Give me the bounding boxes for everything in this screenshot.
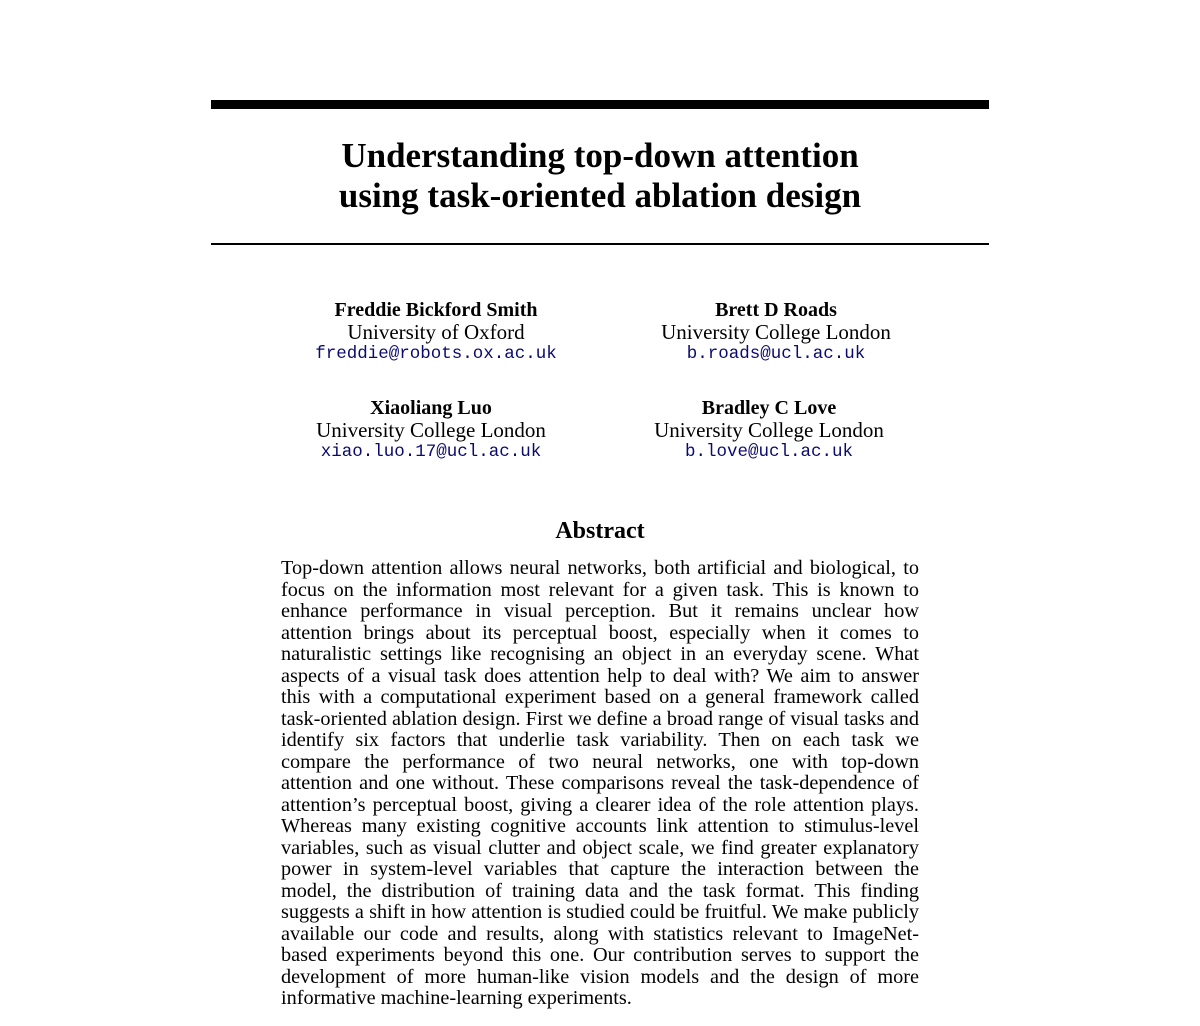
author-block-3	[261, 397, 601, 463]
author-name: Freddie Bickford Smith	[334, 299, 538, 321]
paper-title	[211, 136, 989, 216]
abstract-heading: Abstract	[555, 518, 645, 544]
author-name: Xiaoliang Luo	[370, 397, 492, 419]
title-top-rule	[211, 100, 989, 109]
author-affiliation: University College London	[654, 418, 884, 442]
author-block-1	[266, 299, 606, 365]
paper-title-line-1: Understanding top-down attention	[341, 136, 859, 175]
abstract-body: Top-down attention allows neural networks, both artificial and biological, to focus on the information most relevant for a given task. This is known to enhance performance in visual perception. But it remains unclear how attention brings about its perceptual boost, especially when it comes to naturalistic settings like recognising an object in an everyday scene. What aspects of a visual task does attention help to deal with? We aim to answer this with a computational experiment based on a general framework called task-oriented ablation design. First we define a broad range of visual tasks and identify six factors that underlie task variability. Then on each task we compare the performance of two neural networks, one with top-down attention and one without. These comparisons reveal the task-dependence of attention’s perceptual boost, giving a clearer idea of the role attention plays. Whereas many existing cognitive accounts link attention to stimulus-level variables, such as visual clutter and object scale, we find greater explanatory power in system-level variables that capture the interaction between the model, the distribution of training data and the task format. This finding suggests a shift in how attention is studied could be fruitful. We make publicly available our code and results, along with statistics relevant to ImageNet-based experiments beyond this one. Our contribution serves to support the development of more human-like vision models and the design of more informative machine-learning experiments.	[281, 557, 919, 1009]
paper-title-line-2: using task-oriented ablation design	[338, 176, 862, 215]
author-email-link[interactable]: freddie@robots.ox.ac.uk	[315, 344, 557, 364]
author-name: Brett D Roads	[715, 299, 837, 321]
author-email-link[interactable]: xiao.luo.17@ucl.ac.uk	[320, 442, 542, 462]
author-block-2	[606, 299, 946, 365]
title-bottom-rule	[211, 243, 989, 245]
author-name: Bradley C Love	[701, 397, 837, 419]
author-affiliation: University College London	[316, 418, 546, 442]
author-email-link[interactable]: b.love@ucl.ac.uk	[684, 442, 854, 462]
author-affiliation: University of Oxford	[347, 320, 525, 344]
author-affiliation: University College London	[661, 320, 891, 344]
author-block-4	[599, 397, 939, 463]
author-email-link[interactable]: b.roads@ucl.ac.uk	[686, 344, 866, 364]
